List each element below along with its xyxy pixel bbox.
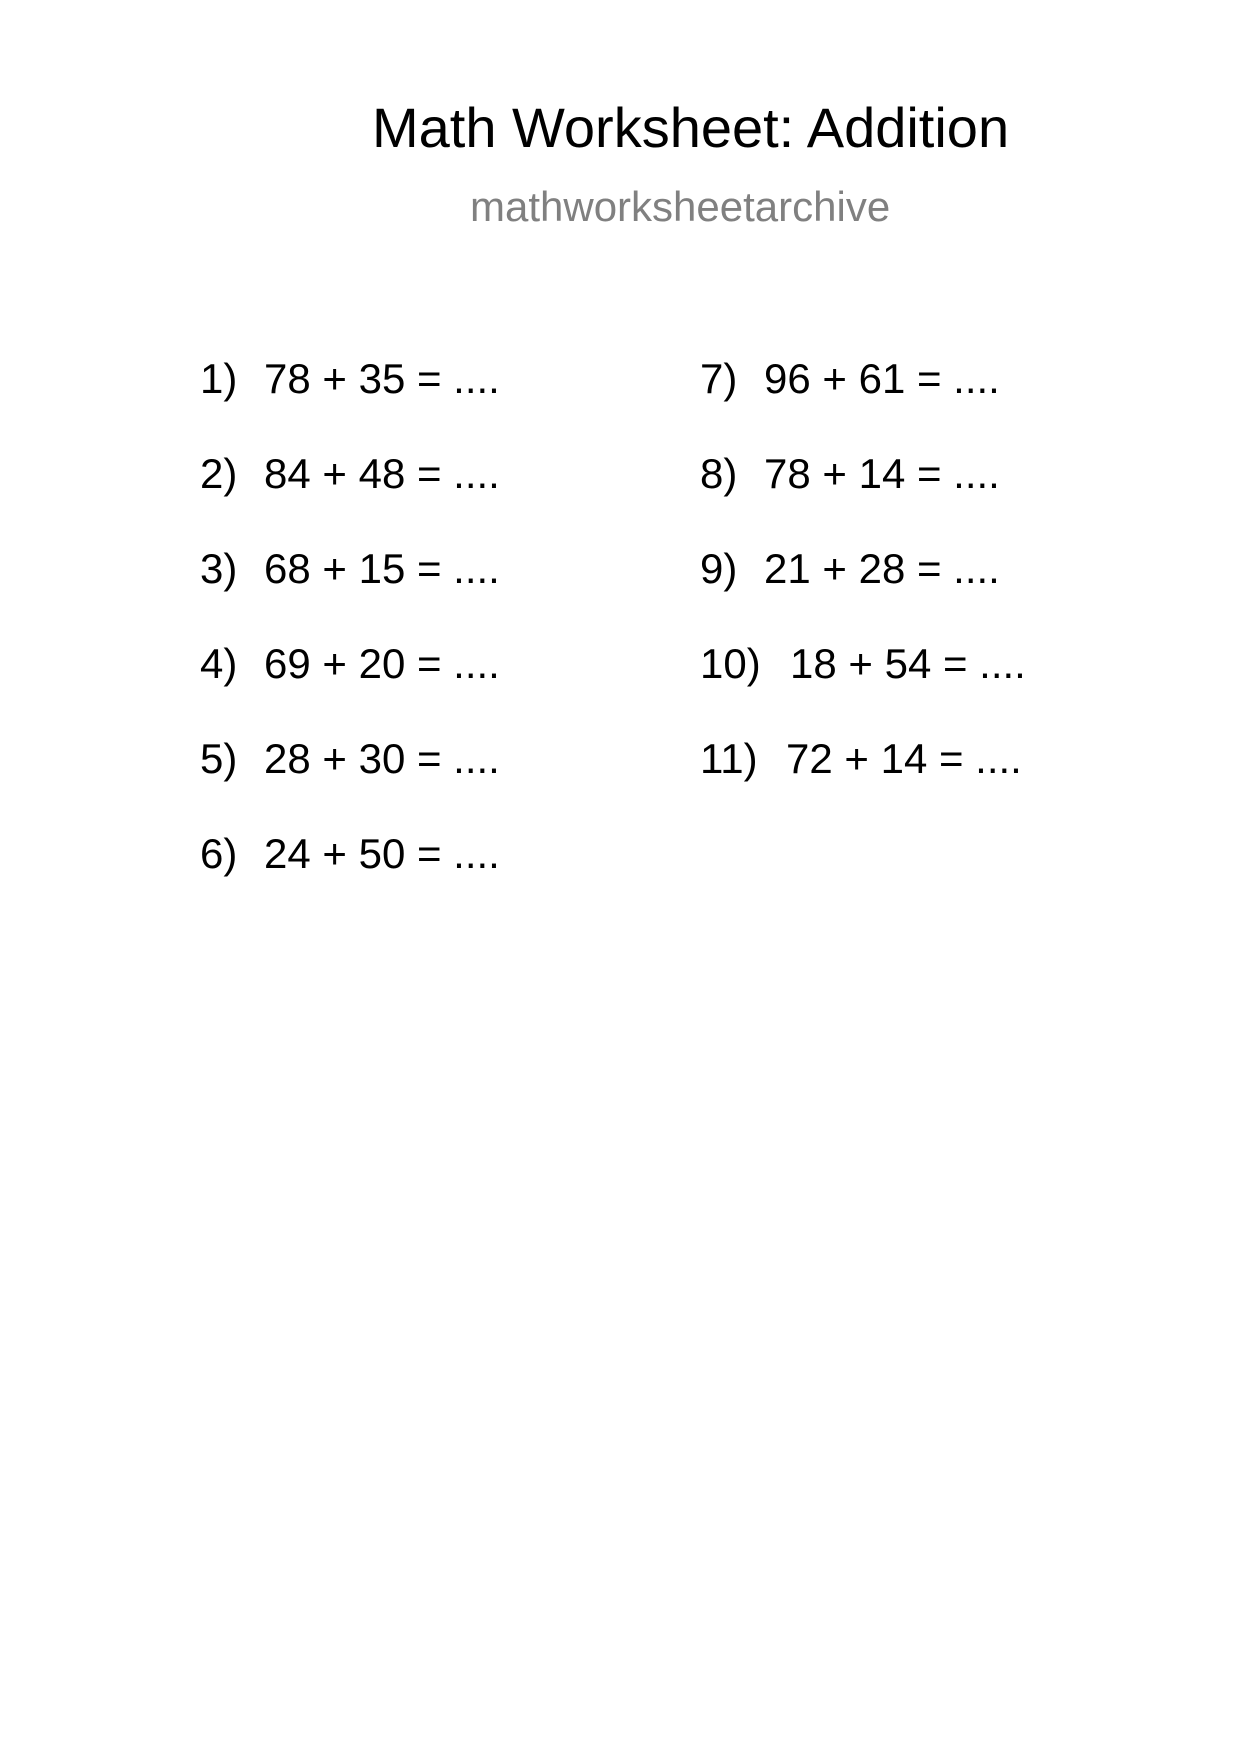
problem-item (200, 355, 500, 402)
problem-number: 4) (200, 640, 238, 687)
problem-item (700, 355, 1000, 402)
problem-number: 3) (200, 545, 238, 592)
problem-expression: 96 + 61 = .... (764, 355, 1000, 402)
problem-item (700, 450, 1000, 497)
problem-expression: 78 + 35 = .... (264, 355, 500, 402)
problem-number: 8) (700, 450, 738, 497)
problem-number: 7) (700, 355, 738, 402)
problem-item (700, 640, 1026, 687)
problem-item (200, 830, 500, 877)
problem-item (200, 640, 500, 687)
problem-expression: 84 + 48 = .... (264, 450, 500, 497)
problem-item (700, 735, 1022, 782)
problem-expression: 18 + 54 = .... (790, 640, 1026, 687)
problem-expression: 72 + 14 = .... (786, 735, 1022, 782)
problem-expression: 69 + 20 = .... (264, 640, 500, 687)
problem-number: 2) (200, 450, 238, 497)
problem-expression: 24 + 50 = .... (264, 830, 500, 877)
problem-item (200, 450, 500, 497)
page-title: Math Worksheet: Addition (372, 96, 1010, 159)
problem-number: 1) (200, 355, 238, 402)
problem-expression: 78 + 14 = .... (764, 450, 1000, 497)
problem-expression: 21 + 28 = .... (764, 545, 1000, 592)
problem-expression: 28 + 30 = .... (264, 735, 500, 782)
problem-number: 9) (700, 545, 738, 592)
page-subtitle: mathworksheetarchive (470, 183, 891, 230)
problem-expression: 68 + 15 = .... (264, 545, 500, 592)
problem-item (700, 545, 1000, 592)
problem-number: 11) (700, 735, 758, 782)
problem-item (200, 545, 500, 592)
problem-number: 6) (200, 830, 238, 877)
problem-number: 5) (200, 735, 238, 782)
problem-item (200, 735, 500, 782)
problem-number: 10) (700, 640, 761, 687)
